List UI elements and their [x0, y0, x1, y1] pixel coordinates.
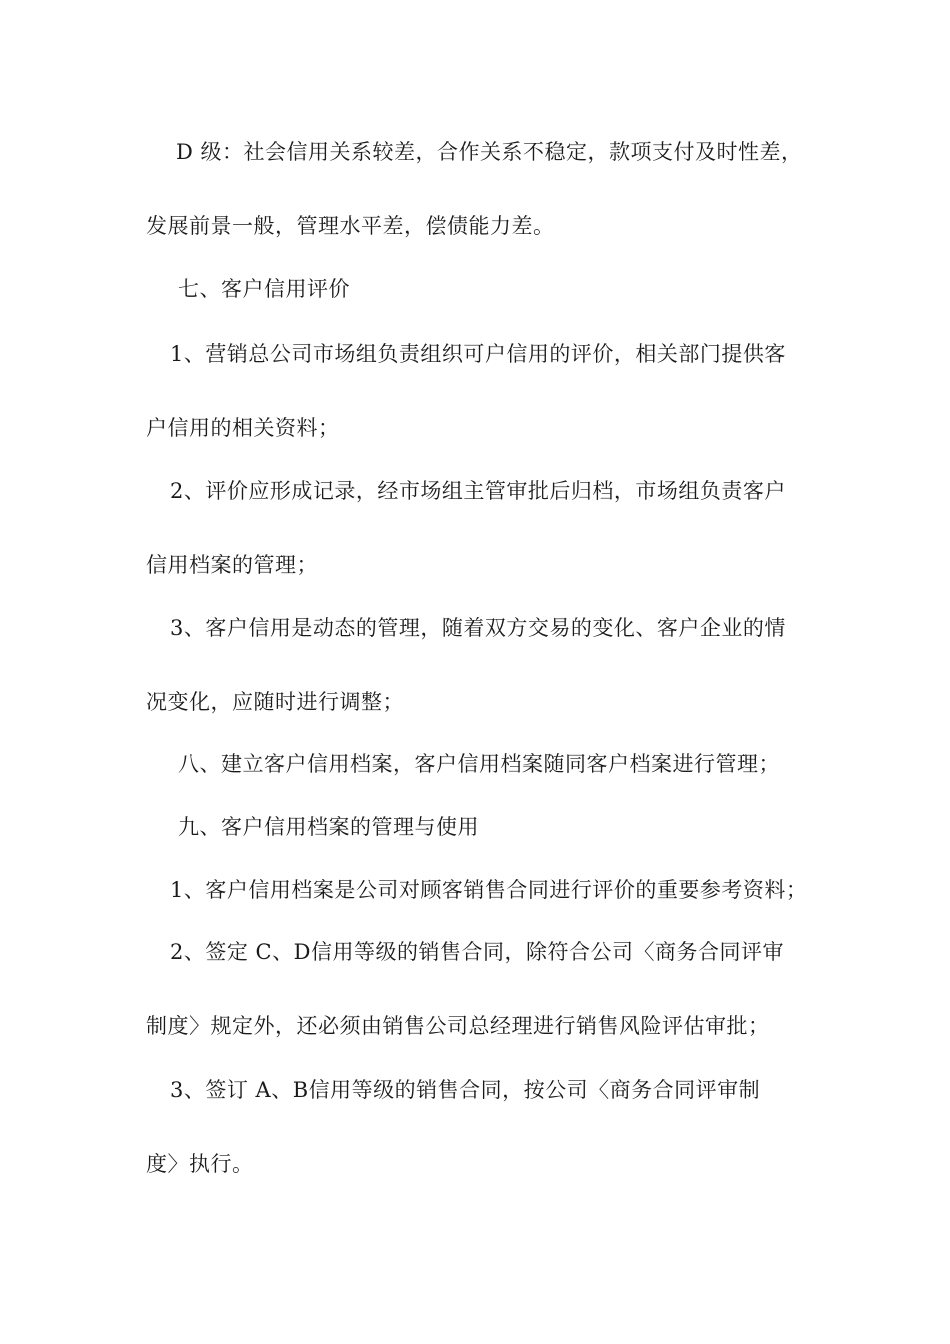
section-heading-7: 七、客户信用评价 — [178, 277, 350, 301]
paragraph-line-6: 2、评价应形成记录，经市场组主管审批后归档，市场组负责客户 — [170, 479, 786, 503]
paragraph-line-9: 况变化，应随时进行调整； — [146, 690, 404, 714]
paragraph-line-8: 3、客户信用是动态的管理，随着双方交易的变化、客户企业的情 — [170, 616, 786, 640]
paragraph-line-16: 度〉执行。 — [146, 1152, 254, 1176]
paragraph-line-4: 1、营销总公司市场组负责组织可户信用的评价，相关部门提供客 — [170, 342, 786, 366]
paragraph-line-1: D 级：社会信用关系较差，合作关系不稳定，款项支付及时性差， — [176, 140, 803, 164]
section-heading-9: 九、客户信用档案的管理与使用 — [178, 815, 479, 839]
paragraph-line-7: 信用档案的管理； — [146, 553, 318, 577]
paragraph-line-15: 3、签订 A、B信用等级的销售合同，按公司〈商务合同评审制 — [170, 1078, 761, 1102]
section-heading-8: 八、建立客户信用档案，客户信用档案随同客户档案进行管理； — [178, 752, 780, 776]
paragraph-line-2: 发展前景一般，管理水平差，偿债能力差。 — [146, 214, 555, 238]
paragraph-line-14: 制度〉规定外，还必须由销售公司总经理进行销售风险评估审批； — [146, 1014, 770, 1038]
paragraph-line-13: 2、签定 C、D信用等级的销售合同，除符合公司〈商务合同评审 — [170, 940, 784, 964]
paragraph-line-12: 1、客户信用档案是公司对顾客销售合同进行评价的重要参考资料； — [170, 878, 808, 902]
paragraph-line-5: 户信用的相关资料； — [146, 416, 340, 440]
